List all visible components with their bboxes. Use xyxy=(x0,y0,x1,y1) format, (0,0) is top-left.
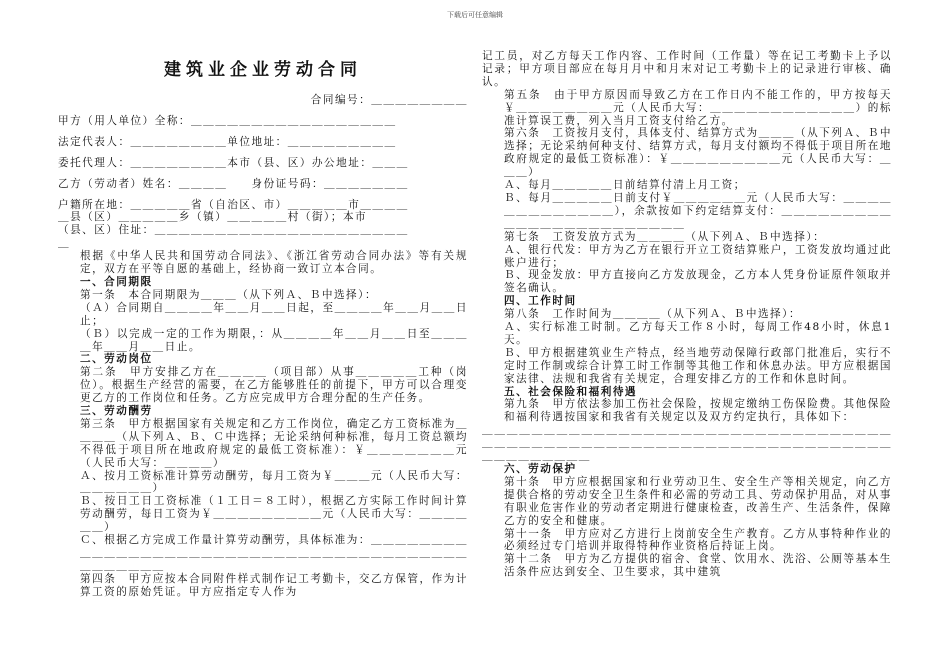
left-paragraph: 三、劳动酬劳 xyxy=(80,405,153,418)
right-paragraph: 第九条 甲方依法参加工伤社会保险，按规定缴纳工伤保险费。其他保险和福利待遇按国家和我省有关规定以及双方约定执行，具体如下： xyxy=(504,398,892,424)
right-paragraph: 第五条 由于甲方原因而导致乙方在工作日内不能工作的，甲方按每天￥＿＿＿＿＿＿＿＿元（人民币大写：＿＿＿＿＿＿＿＿＿＿＿＿）的标准计算误工费，列入当月工资支付给乙方。 xyxy=(504,88,892,127)
right-paragraph: 第十条 甲方应根据国家和行业劳动卫生、安全生产等相关规定，向乙方提供合格的劳动安全卫生条件和必需的劳动工具、劳动保护用品，对从事有职业危害作业的劳动者定期进行健康检查，改善生产、生活条件，保障乙方的安全和健康。 xyxy=(504,475,892,527)
right-paragraph: 第十一条 甲方应对乙方进行上岗前安全生产教育。乙方从事特种作业的必须经过专门培训并取得特种作业资格后持证上岗。 xyxy=(504,527,892,553)
right-paragraph: Ａ、每月＿＿＿＿＿日前结算付清上月工资； xyxy=(504,179,746,192)
left-paragraph: 二、劳动岗位 xyxy=(80,353,153,366)
left-paragraph: 合同编号：＿＿＿＿＿＿＿＿ xyxy=(310,94,468,106)
left-paragraph: 委托代理人：＿＿＿＿＿＿＿＿本市（县、区）办公地址：＿＿＿ xyxy=(58,156,409,169)
left-paragraph: 第三条 甲方根据国家有关规定和乙方工作岗位，确定乙方工资标准为＿＿＿＿（从下列Ａ、Ｂ、Ｃ中选择；无论采纳何种标准，每月工资总额均不得低于项目所在地政府规定的最低工资标准）：￥＿＿＿＿＿＿＿元（人民币大写：＿＿＿＿） xyxy=(80,417,468,469)
left-paragraph: （Ｂ）以完成一定的工作为期限，：从＿＿＿＿年＿＿月＿＿日至＿＿＿＿年＿＿月＿＿日止。 xyxy=(80,327,468,353)
left-paragraph: 第四条 甲方应按本合同附件样式制作记工考勤卡，交乙方保管，作为计算工资的原始凭证。甲方应指定专人作为 xyxy=(80,572,468,598)
left-paragraph: 第一条 本合同期限为＿＿＿（从下列Ａ、Ｂ中选择）： xyxy=(80,288,378,301)
left-paragraph: ＿县（区）＿＿＿＿＿乡（镇）＿＿＿＿＿村（街）；本市 xyxy=(58,211,368,224)
right-paragraph: Ａ、银行代发：甲方为乙方在银行开立工资结算账户，工资发放均通过此账户进行； xyxy=(504,243,892,269)
right-paragraph: Ｂ、甲方根据建筑业生产特点，经当地劳动保障行政部门批准后，实行不定时工作制或综合计算工时工作制等其他工作和休息办法。甲方应根据国家法律、法规和我省有关规定，合理安排乙方的工作和休息时间。 xyxy=(504,346,892,385)
right-column-body xyxy=(482,50,892,579)
left-column xyxy=(58,48,468,668)
right-paragraph: Ａ、实行标准工时制。乙方每天工作８小时，每周工作48小时，休息1天。 xyxy=(504,321,892,346)
left-paragraph: 户籍所在地：＿＿＿＿＿省（自治区、市）＿＿＿＿＿市＿＿＿＿ xyxy=(58,198,409,211)
right-paragraph: 第七条 工资发放方式为＿＿＿＿（从下列Ａ、Ｂ中选择）： xyxy=(504,230,826,243)
left-paragraph: 一、合同期限 xyxy=(80,275,153,288)
right-paragraph: ＿＿＿＿＿＿＿＿＿＿＿＿＿＿＿＿＿＿＿＿＿＿＿＿＿＿＿＿＿＿＿＿＿＿＿＿＿＿＿＿＿＿＿＿＿＿＿＿＿＿＿＿＿＿＿＿＿＿＿＿＿＿＿＿＿＿＿＿＿＿＿＿＿＿＿ xyxy=(482,424,892,463)
header-note: 下载后可任意编辑 xyxy=(447,11,503,19)
left-paragraph: 法定代表人：＿＿＿＿＿＿＿＿单位地址：＿＿＿＿＿＿＿＿＿ xyxy=(58,135,397,148)
right-paragraph: 记工员，对乙方每天工作内容、工作时间（工作量）等在记工考勤卡上予以记录；甲方项目部应在每月月中和月末对记工考勤卡上的记录进行审核、确认。 xyxy=(482,50,892,88)
left-paragraph: （县、区）住址：＿＿＿＿＿＿＿＿＿＿＿＿＿＿＿＿＿＿＿＿＿ xyxy=(58,224,409,237)
left-paragraph: 第二条 甲方安排乙方在＿＿＿＿（项目部）从事＿＿＿＿＿工种（岗位）。根据生产经营的需要，在乙方能够胜任的前提下，甲方可以合理变更乙方的工作岗位和任务。乙方应完成甲方合理分配的生产任务。 xyxy=(80,366,468,405)
left-paragraph: Ｃ、根据乙方完成工作量计算劳动酬劳，具体标准为：＿＿＿＿＿＿＿＿＿＿＿＿＿＿＿＿＿＿＿＿＿＿＿＿＿＿＿＿＿＿＿＿＿＿＿＿＿＿＿＿＿＿＿＿＿＿＿ xyxy=(80,534,468,572)
right-paragraph: 六、劳动保护 xyxy=(504,463,577,475)
left-paragraph: （Ａ）合同期自＿＿＿＿年＿＿月＿＿日起，至＿＿＿＿年＿＿月＿＿日止； xyxy=(80,301,468,327)
left-paragraph: 根据《中华人民共和国劳动合同法》、《浙江省劳动合同办法》等有关规定，双方在平等自愿的基础上，经协商一致订立本合同。 xyxy=(80,250,468,276)
right-paragraph: 四、工作时间 xyxy=(504,295,577,308)
left-paragraph: 乙方（劳动者）姓名：＿＿＿＿ 身份证号码：＿＿＿＿＿＿＿ xyxy=(58,177,409,190)
left-paragraph: Ｂ、按日工日工资标准（１工日＝８工时），根据乙方实际工作时间计算劳动酬劳，每日工资为￥＿＿＿＿＿＿＿＿＿元（人民币大写：＿＿＿＿＿＿） xyxy=(80,495,468,534)
left-paragraph: ＿ xyxy=(58,237,71,250)
right-paragraph: 第八条 工作时间为＿＿＿＿（从下列Ａ、Ｂ中选择）： xyxy=(504,308,802,321)
right-paragraph: 第十二条 甲方为乙方提供的宿舍、食堂、饮用水、洗浴、公厕等基本生活条件应达到安全、卫生要求，其中建筑 xyxy=(504,553,892,579)
left-column-body xyxy=(58,94,468,599)
left-paragraph: 甲方（用人单位）全称：＿＿＿＿＿＿＿＿＿＿＿＿＿＿＿＿＿ xyxy=(58,114,397,127)
right-column xyxy=(482,50,892,670)
right-paragraph: 第六条 工资按月支付，具体支付、结算方式为＿＿＿（从下列Ａ、Ｂ中选择；无论采纳何种支付、结算方式，每月支付额均不得低于项目所在地政府规定的最低工资标准）：￥＿＿＿＿＿＿＿＿＿元（人民币大写：＿＿＿） xyxy=(504,127,892,179)
left-paragraph: Ａ、按月工资标准计算劳动酬劳，每月工资为￥＿＿＿元（人民币大写：＿＿＿＿＿＿） xyxy=(80,469,468,495)
document-title: 建筑业企业劳动合同 xyxy=(164,60,362,80)
right-paragraph: Ｂ、每月＿＿＿＿＿日前支付￥＿＿＿＿＿＿元（人民币大写：＿＿＿＿＿＿＿＿＿＿＿＿＿），余款按如下约定结算支付：＿＿＿＿＿＿＿＿＿＿＿＿＿＿＿＿＿＿＿＿＿＿＿＿ xyxy=(504,191,892,230)
right-paragraph: Ｂ、现金发放：甲方直接向乙方发放现金，乙方本人凭身份证原件领取并签名确认。 xyxy=(504,269,892,295)
right-paragraph: 五、社会保险和福利待遇 xyxy=(504,385,638,398)
